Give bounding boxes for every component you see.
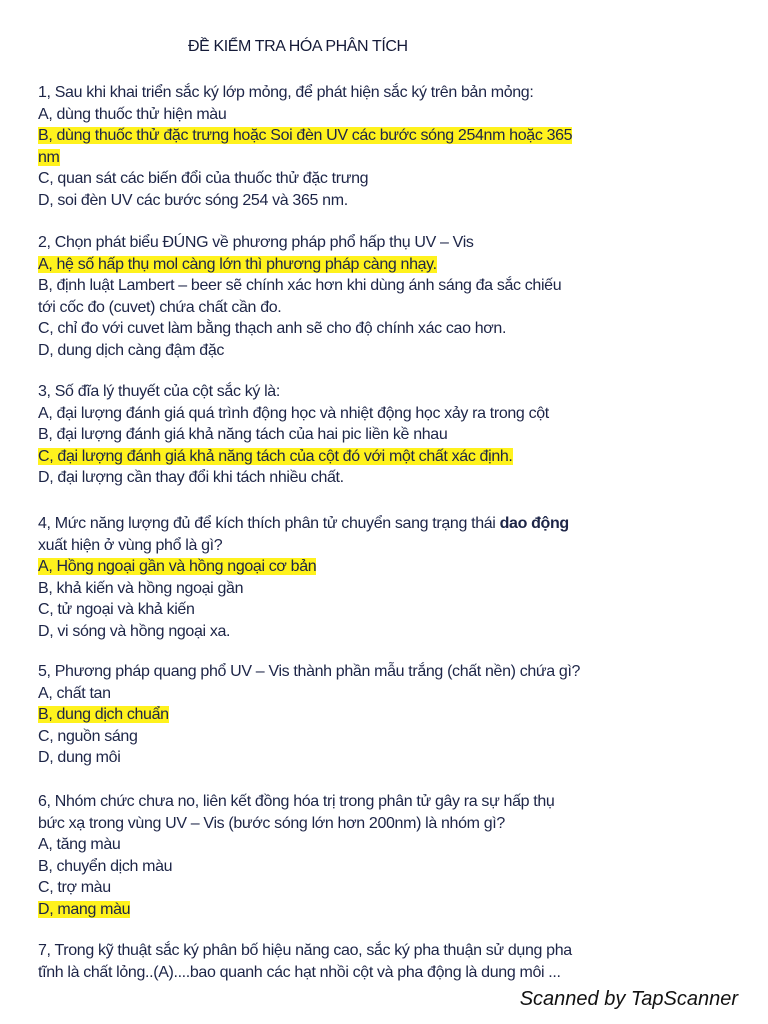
- question-text-continued: xuất hiện ở vùng phổ là gì?: [38, 536, 223, 554]
- option-d-highlighted: D, mang màu: [38, 900, 131, 918]
- option-a-highlighted: A, Hồng ngoại gần và hồng ngoại cơ bản: [38, 558, 317, 575]
- question-text: 3, Số đĩa lý thuyết của cột sắc ký là:: [38, 383, 280, 400]
- question-3: [38, 381, 738, 489]
- option-b-highlighted: B, dùng thuốc thử đặc trưng hoặc Soi đèn UV các bước sóng 254nm hoặc 365: [38, 127, 573, 144]
- option-b: B, định luật Lambert – beer sẽ chính xác hơn khi dùng ánh sáng đa sắc chiếu: [38, 277, 562, 294]
- option-d: D, dung dịch càng đậm đặc: [38, 341, 225, 359]
- question-6: [38, 791, 738, 920]
- question-text: 1, Sau khi khai triển sắc ký lớp mỏng, để phát hiện sắc ký trên bản mỏng:: [38, 84, 534, 101]
- question-text: 7, Trong kỹ thuật sắc ký phân bố hiệu năng cao, sắc ký pha thuận sử dụng pha: [38, 942, 572, 959]
- option-a: A, dùng thuốc thử hiện màu: [38, 105, 227, 123]
- option-b: B, khả kiến và hồng ngoại gần: [38, 579, 244, 597]
- question-text-continued: bức xạ trong vùng UV – Vis (bước sóng lớn hơn 200nm) là nhóm gì?: [38, 814, 505, 832]
- question-7: [38, 940, 738, 983]
- option-c: C, quan sát các biến đổi của thuốc thử đặc trưng: [38, 170, 369, 187]
- option-d: D, đại lượng cần thay đổi khi tách nhiều chất.: [38, 469, 344, 486]
- question-text: 5, Phương pháp quang phổ UV – Vis thành phần mẫu trắng (chất nền) chứa gì?: [38, 663, 581, 680]
- option-b-highlighted: B, dung dịch chuẩn: [38, 706, 169, 723]
- option-c-highlighted: C, đại lượng đánh giá khả năng tách của cột đó với một chất xác định.: [38, 447, 513, 465]
- option-d: D, vi sóng và hồng ngoại xa.: [38, 622, 231, 640]
- question-2: [38, 232, 738, 361]
- question-text: 2, Chọn phát biểu ĐÚNG về phương pháp phổ hấp thụ UV – Vis: [38, 234, 474, 251]
- option-d: D, dung môi: [38, 749, 121, 766]
- option-b-continued: tới cốc đo (cuvet) chứa chất cần đo.: [38, 298, 282, 316]
- question-text-continued: tĩnh là chất lỏng..(A)....bao quanh các hạt nhồi cột và pha động là dung môi ...: [38, 963, 561, 981]
- option-d: D, soi đèn UV các bước sóng 254 và 365 nm.: [38, 191, 348, 209]
- option-a-highlighted: A, hệ số hấp thụ mol càng lớn thì phương pháp càng nhạy.: [38, 255, 437, 273]
- question-text: 4, Mức năng lượng đủ để kích thích phân tử chuyển sang trạng thái: [38, 515, 500, 532]
- option-b-continued: nm: [38, 148, 60, 166]
- scanner-watermark: Scanned by TapScanner: [519, 988, 738, 1010]
- question-4: [38, 513, 738, 642]
- option-c: C, trợ màu: [38, 879, 111, 896]
- question-1: [38, 82, 738, 211]
- option-a: A, tăng màu: [38, 836, 121, 853]
- question-5: [38, 661, 738, 769]
- cut-off-text-fragment: [38, 983, 98, 987]
- question-bold-term: dao động: [499, 515, 569, 532]
- question-text: 6, Nhóm chức chưa no, liên kết đồng hóa trị trong phân tử gây ra sự hấp thụ: [38, 793, 555, 810]
- option-c: C, chỉ đo với cuvet làm bằng thạch anh sẽ cho độ chính xác cao hơn.: [38, 320, 507, 337]
- option-b: B, đại lượng đánh giá khả năng tách của hai pic liền kề nhau: [38, 426, 448, 443]
- option-b: B, chuyển dịch màu: [38, 857, 173, 875]
- option-a: A, đại lượng đánh giá quá trình động học và nhiệt động học xảy ra trong cột: [38, 404, 549, 422]
- option-a: A, chất tan: [38, 684, 111, 702]
- option-c: C, nguồn sáng: [38, 727, 138, 745]
- page-title: ĐỀ KIỂM TRA HÓA PHÂN TÍCH: [188, 38, 408, 55]
- option-c: C, tử ngoại và khả kiến: [38, 601, 195, 618]
